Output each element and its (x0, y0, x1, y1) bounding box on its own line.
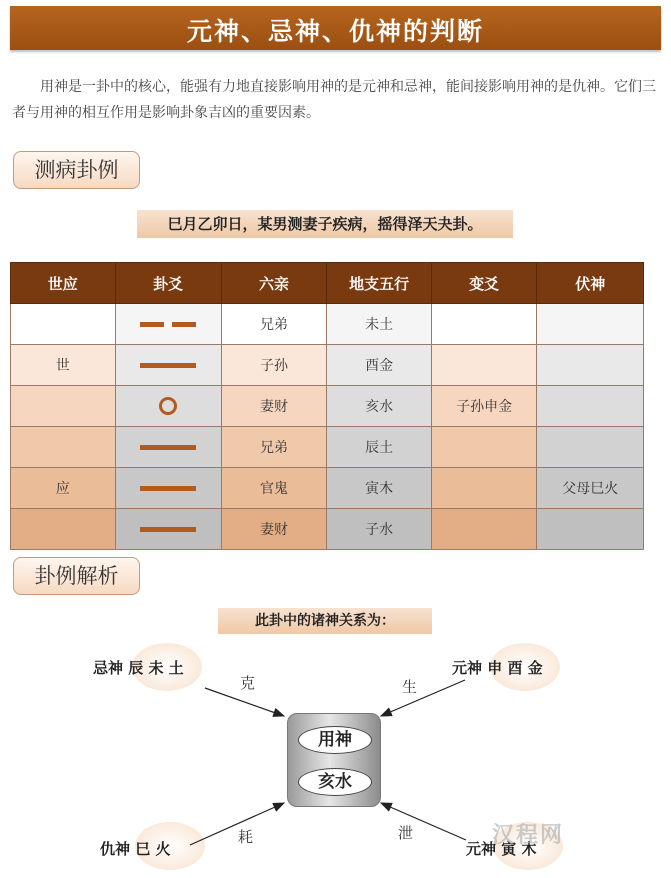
dizhi-cell: 子水 (327, 509, 432, 550)
col-header: 地支五行 (327, 263, 432, 304)
label-ke: 克 (240, 674, 256, 692)
arrow-hao (190, 803, 284, 845)
col-header: 卦爻 (115, 263, 221, 304)
liuqin-cell: 妻财 (221, 386, 327, 427)
node-choushen: 仇神 巳 火 (100, 840, 171, 858)
col-header: 变爻 (431, 263, 537, 304)
intro-paragraph: 用神是一卦中的核心，能强有力地直接影响用神的是元神和忌神，能间接影响用神的是仇神。它们三者与用神的相互作用是影响卦象吉凶的重要因素。 (12, 79, 656, 121)
label-xie: 泄 (398, 824, 414, 842)
liuqin-cell: 子孙 (221, 345, 327, 386)
section-tab-case: 测病卦例 (13, 151, 140, 189)
yongshen-label: 用神 (298, 726, 372, 754)
section-tab-analysis: 卦例解析 (13, 557, 140, 595)
dizhi-cell: 辰土 (327, 427, 432, 468)
node-jishen: 忌神 辰 未 土 (93, 659, 184, 677)
liuqin-cell: 兄弟 (221, 304, 327, 345)
case-title: 巳月乙卯日，某男测妻子疾病，摇得泽天夬卦。 (137, 210, 513, 238)
page-title: 元神、忌神、仇神的判断 (186, 17, 484, 46)
yongshen-value: 亥水 (298, 768, 372, 796)
dizhi-cell: 亥水 (327, 386, 432, 427)
col-header: 六亲 (221, 263, 327, 304)
dizhi-cell: 寅木 (327, 468, 432, 509)
liuqin-cell: 官鬼 (221, 468, 327, 509)
col-header: 世应 (11, 263, 116, 304)
watermark-logo: 汉程网 (492, 823, 565, 848)
relation-title: 此卦中的诸神关系为： (218, 608, 432, 634)
label-sheng: 生 (402, 678, 418, 696)
node-yuanshen-metal: 元神 申 酉 金 (452, 659, 543, 677)
dizhi-cell: 未土 (327, 304, 432, 345)
arrow-sheng (381, 680, 465, 716)
bianyao-cell: 子孙申金 (431, 386, 537, 427)
col-header: 伏神 (537, 263, 644, 304)
shiying-cell: 应 (11, 468, 116, 509)
fushen-cell: 父母巳火 (537, 468, 644, 509)
shiying-cell: 世 (11, 345, 116, 386)
liuqin-cell: 兄弟 (221, 427, 327, 468)
label-hao: 耗 (238, 828, 254, 846)
dizhi-cell: 酉金 (327, 345, 432, 386)
arrow-xie (381, 803, 466, 840)
liuqin-cell: 妻财 (221, 509, 327, 550)
node-yuanshen-wood: 元神 寅 木 (466, 840, 537, 858)
